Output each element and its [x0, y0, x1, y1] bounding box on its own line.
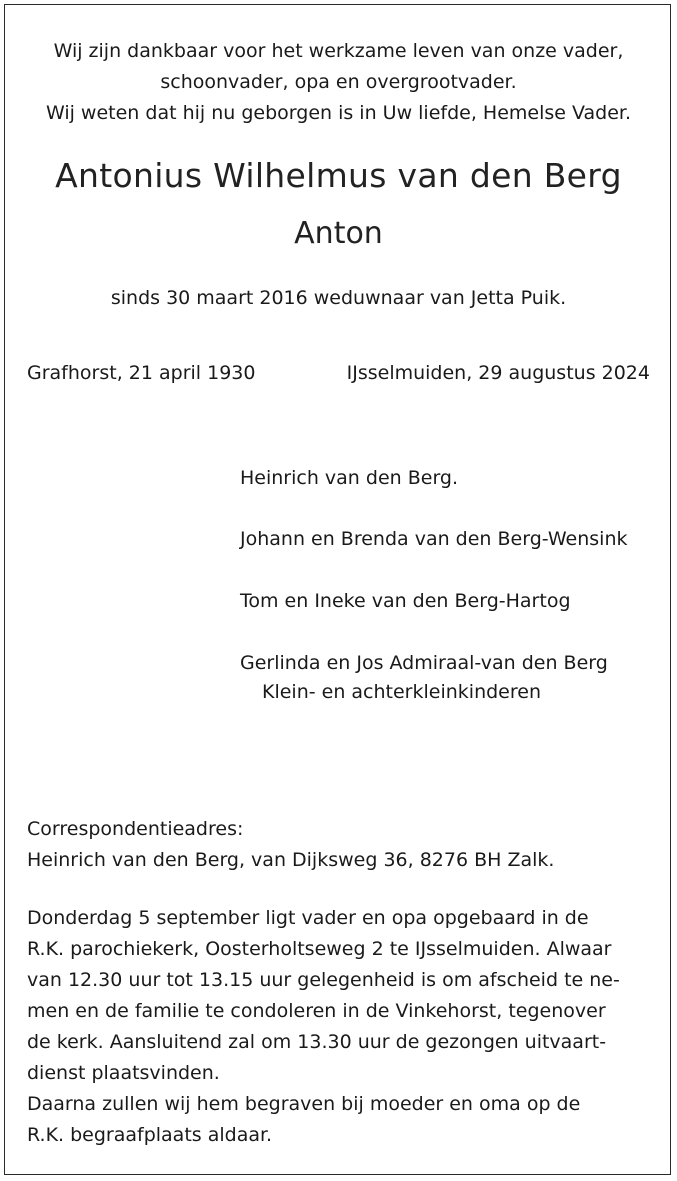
- deceased-full-name: Antonius Wilhelmus van den Berg: [55, 156, 622, 195]
- service-line: Daarna zullen wij hem begraven bij moeder en oma op de: [27, 1093, 581, 1115]
- intro-text: [0, 36, 677, 129]
- correspondence-block: [27, 814, 554, 876]
- service-line: Donderdag 5 september ligt vader en opa opgebaard in de: [27, 907, 589, 929]
- widower-line: sinds 30 maart 2016 weduwnaar van Jetta Puik.: [110, 287, 567, 309]
- service-line: dienst plaatsvinden.: [27, 1062, 220, 1084]
- death-place-date: IJsselmuiden, 29 augustus 2024: [346, 362, 650, 384]
- grandchildren-line: Klein- en achterkleinkinderen: [262, 681, 541, 703]
- birth-place-date: Grafhorst, 21 april 1930: [27, 362, 256, 384]
- deceased-call-name: Anton: [294, 216, 383, 251]
- correspondence-address: Heinrich van den Berg, van Dijksweg 36, 8276 BH Zalk.: [27, 849, 555, 871]
- service-line: van 12.30 uur tot 13.15 uur gelegenheid is om afscheid te ne-: [27, 969, 620, 991]
- correspondence-label: Correspondentieadres:: [27, 818, 244, 840]
- intro-line-2: schoonvader, opa en overgrootvader.: [160, 71, 517, 93]
- service-block: [27, 903, 620, 1151]
- service-line: R.K. begraafplaats aldaar.: [27, 1124, 273, 1146]
- service-line: R.K. parochiekerk, Oosterholtseweg 2 te IJsselmuiden. Alwaar: [27, 938, 612, 960]
- family-member-4: Gerlinda en Jos Admiraal-van den Berg: [240, 652, 608, 674]
- intro-line-3: Wij weten dat hij nu geborgen is in Uw liefde, Hemelse Vader.: [45, 102, 632, 124]
- family-member-2: Johann en Brenda van den Berg-Wensink: [240, 528, 628, 550]
- family-member-1: Heinrich van den Berg.: [240, 467, 459, 489]
- family-member-3: Tom en Ineke van den Berg-Hartog: [240, 590, 571, 612]
- intro-line-1: Wij zijn dankbaar voor het werkzame leven van onze vader,: [53, 40, 624, 62]
- service-line: men en de familie te condoleren in de Vinkehorst, tegenover: [27, 1000, 606, 1022]
- service-line: de kerk. Aansluitend zal om 13.30 uur de gezongen uitvaart-: [27, 1031, 607, 1053]
